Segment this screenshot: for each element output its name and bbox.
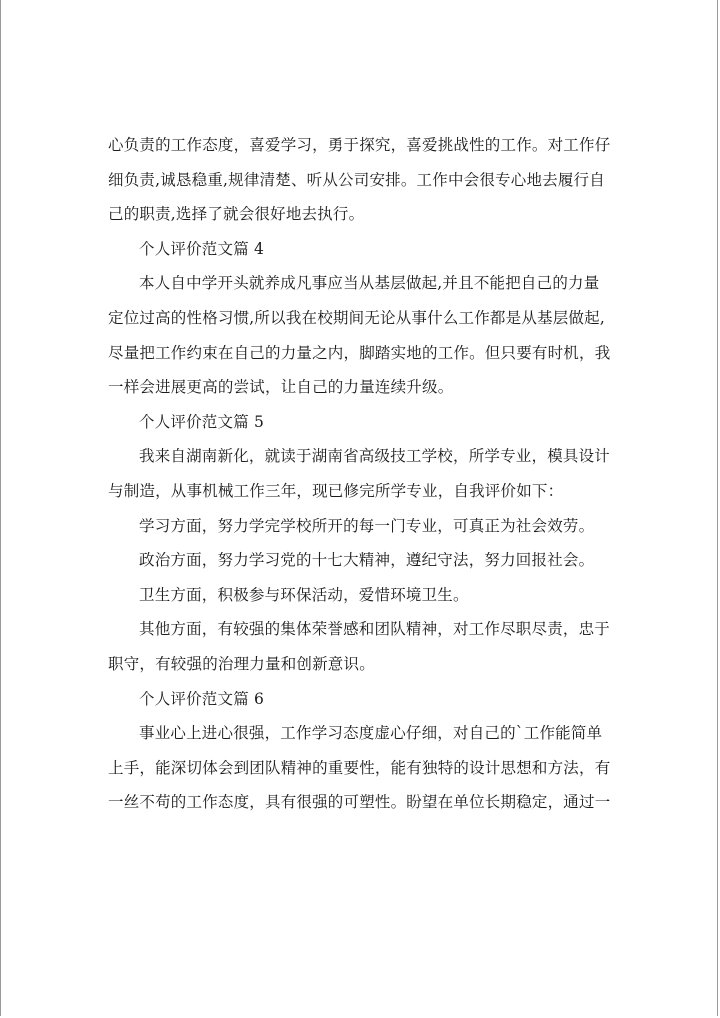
section-heading: 个人评价范文篇 4 bbox=[139, 239, 265, 258]
text-line: 职守，有较强的治理力量和创新意识。 bbox=[108, 654, 375, 673]
text-line: 己的职责,选择了就会很好地去执行。 bbox=[108, 205, 365, 224]
section-heading: 个人评价范文篇 5 bbox=[139, 412, 265, 431]
text-line: 心负责的工作态度，喜爱学习，勇于探究，喜爱挑战性的工作。对工作仔 bbox=[108, 136, 611, 154]
paragraph-start-line: 学习方面，努力学完学校所开的每一门专业，可真正为社会效劳。 bbox=[139, 516, 595, 535]
paragraph-start-line: 本人自中学开头就养成凡事应当从基层做起,并且不能把自己的力量 bbox=[139, 274, 600, 293]
paragraph-start-line: 政治方面，努力学习党的十七大精神，遵纪守法，努力回报社会。 bbox=[139, 551, 595, 570]
text-line: 一丝不苟的工作态度，具有很强的可塑性。盼望在单位长期稳定，通过一 bbox=[108, 793, 611, 812]
paragraph-start-line: 其他方面，有较强的集体荣誉感和团队精神，对工作尽职尽责，忠于 bbox=[139, 620, 611, 639]
text-line: 定位过高的性格习惯,所以我在校期间无论从事什么工作都是从基层做起, bbox=[108, 308, 605, 327]
paragraph-start-line: 我来自湖南新化，就读于湖南省高级技工学校，所学专业，模具设计 bbox=[139, 447, 611, 466]
section-heading: 个人评价范文篇 6 bbox=[139, 689, 265, 708]
text-line: 与制造，从事机械工作三年，现已修完所学专业，自我评价如下： bbox=[108, 481, 564, 500]
text-line: 尽量把工作约束在自己的力量之内，脚踏实地的工作。但只要有时机，我 bbox=[108, 343, 611, 362]
text-line: 一样会进展更高的尝试，让自己的力量连续升级。 bbox=[108, 378, 454, 397]
document-body bbox=[108, 128, 628, 820]
text-line: 细负责,诚恳稳重,规律清楚、听从公司安排。工作中会很专心地去履行自 bbox=[108, 170, 605, 189]
paragraph-start-line: 卫生方面，积极参与环保活动，爱惜环境卫生。 bbox=[139, 585, 469, 604]
paragraph-start-line: 事业心上进心很强，工作学习态度虚心仔细，对自己的`工作能简单 bbox=[139, 724, 603, 743]
text-line: 上手，能深切体会到团队精神的重要性，能有独特的设计思想和方法，有 bbox=[108, 758, 611, 777]
